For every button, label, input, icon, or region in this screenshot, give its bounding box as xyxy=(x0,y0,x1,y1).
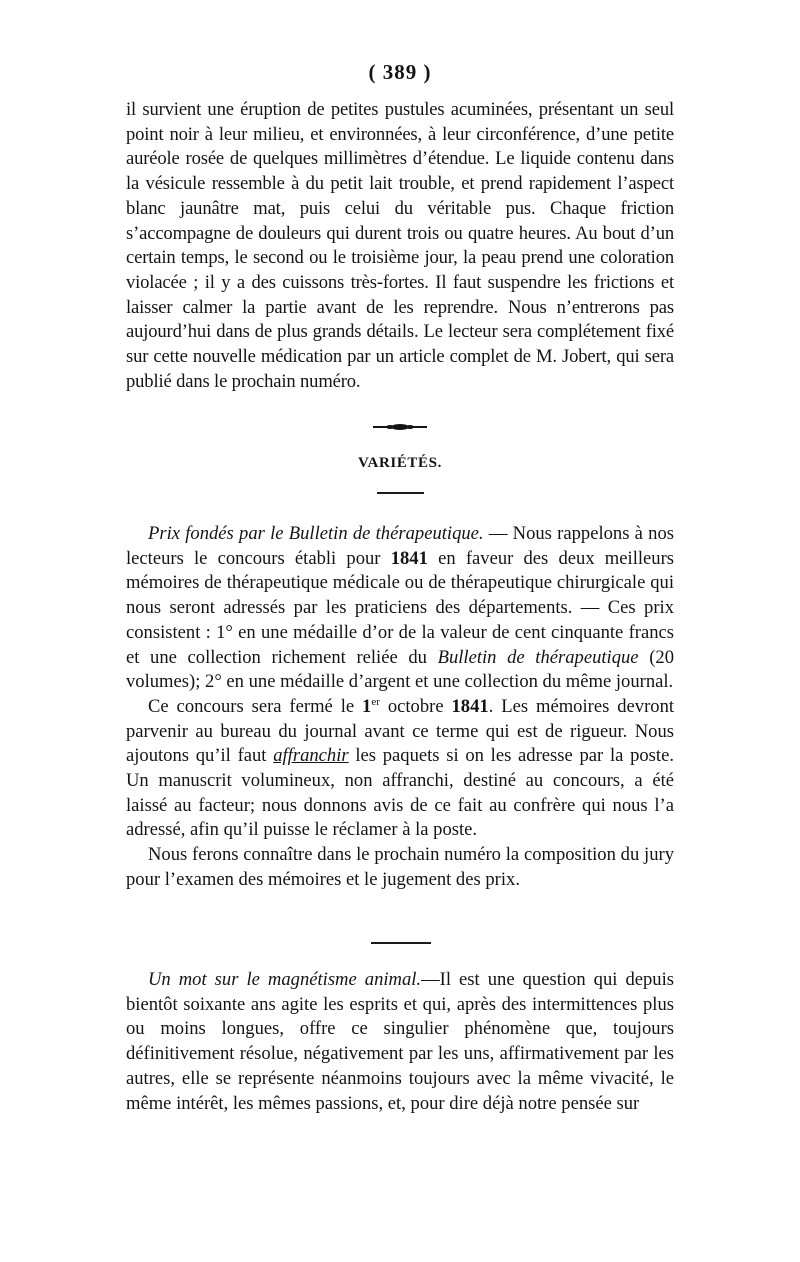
prix-p1-journal-title: Bulletin de thérapeutique xyxy=(437,646,639,668)
article-rule xyxy=(371,942,431,944)
magnetisme-text: —Il est une question qui depuis bientôt soixante ans agite les esprits et qui, après des intermittences plus ou moins longues, offre ce singulier phénomène que, toujours définitivement résolue, négativement par les uns, affirmativement par les autres, elle se représente néanmoins toujours avec la même vivacité, le même intérêt, les mêmes passions, et, pour dire déjà notre pensée sur xyxy=(126,969,674,1114)
page-number: ( 389 ) xyxy=(368,60,432,84)
prix-p2-emphasis: affranchir xyxy=(273,745,349,767)
prix-article-lead: Prix fondés par le Bulletin de thérapeutique. xyxy=(148,523,484,544)
section-rule xyxy=(377,492,424,494)
magnetisme-article-lead: Un mot sur le magnétisme animal. xyxy=(148,969,422,990)
prix-p2-year: 1841 xyxy=(451,695,489,717)
intro-paragraph xyxy=(126,98,674,394)
prix-p1-part1: — Nous rappelons à nos lecteurs le concours établi pour xyxy=(126,523,674,569)
prix-p1-part5: en une médaille d’argent et une collection du même journal. xyxy=(226,671,674,693)
prix-p2-day: 1 xyxy=(362,695,372,717)
prix-paragraph-3: Nous ferons connaître dans le prochain numéro la composition du jury pour l’examen des mémoires et le jugement des prix. xyxy=(126,844,674,890)
magnetisme-article xyxy=(126,968,674,1116)
prix-p2-part2: octobre xyxy=(387,695,444,717)
section-title: VARIÉTÉS. xyxy=(358,455,442,471)
ornament-divider xyxy=(373,423,427,431)
prix-p2-part1: Ce concours sera fermé le xyxy=(148,695,355,717)
prix-article xyxy=(126,522,674,893)
prix-p2-part4: les paquets si on les adresse par la poste. Un manuscrit volumineux, non affranchi, destiné au concours, a été laissé au facteur; nous donnons avis de ce fait au confrère qui nous l’a adressé, afin qu’il puisse le réclamer à la poste. xyxy=(126,745,674,841)
prix-p1-year: 1841 xyxy=(390,547,428,569)
prix-p1-part2: en faveur des deux meilleurs mémoires de thérapeutique médicale ou de thérapeutique chirurgicale qui nous seront adressés par les praticiens des départements. — Ces prix consistent : xyxy=(126,547,675,643)
prix-p1-part4: (20 volumes); xyxy=(126,646,674,693)
prix-p1-ordinal-2: 2° xyxy=(205,671,222,693)
prix-paragraph-2 xyxy=(126,695,674,843)
prix-p2-day-suffix: er xyxy=(371,695,380,708)
intro-paragraph-text: il survient une éruption de petites pustules acuminées, présentant un seul point noir à leur milieu, et environnées, à leur circonférence, d’une petite auréole rosée de quelques millimètres d’étendue. Le liquide contenu dans la vésicule ressemble à du petit lait trouble, et prend rapidement l’aspect blanc jaunâtre mat, puis celui du véritable pus. Chaque friction s’accompagne de douleurs qui durent trois ou quatre heures. Au bout d’un certain temps, le second ou le troisième jour, la peau prend une coloration violacée ; il y a des cuissons très-fortes. Il faut suspendre les frictions et laisser calmer la partie avant de les reprendre. Nous n’entrerons pas aujourd’hui dans de plus grands détails. Le lecteur sera complétement fixé sur cette nouvelle médication par un article complet de M. Jobert, qui sera publié dans le prochain numéro. xyxy=(126,99,674,392)
prix-p1-ordinal-1: 1° xyxy=(216,621,233,643)
prix-p2-part3: . Les mémoires devront parvenir au bureau du journal avant ce terme qui est de rigueur. Nous ajoutons qu’il faut xyxy=(126,695,675,767)
prix-paragraph-1 xyxy=(126,522,674,695)
prix-p1-part3: en une médaille d’or de la valeur de cent cinquante francs et une collection richement reliée du xyxy=(126,621,675,668)
magnetisme-paragraph xyxy=(126,968,674,1116)
